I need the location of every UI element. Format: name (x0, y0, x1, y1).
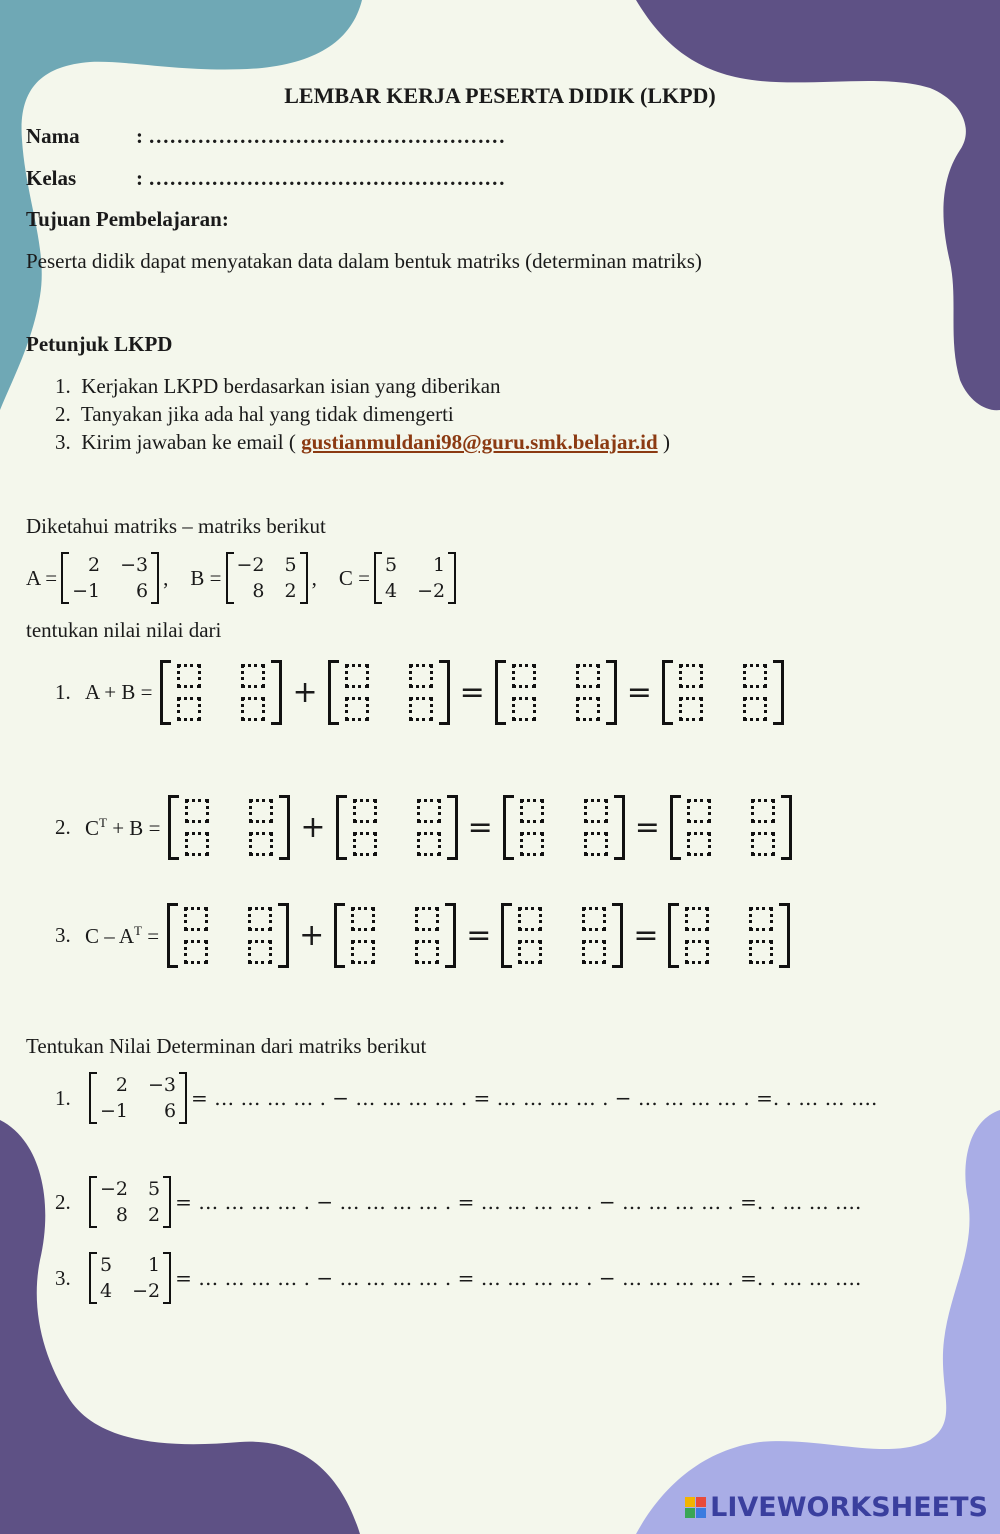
answer-box[interactable] (409, 664, 433, 688)
answer-box[interactable] (518, 940, 542, 964)
operation-3 (55, 903, 794, 968)
matrix-cell: 4 (100, 1280, 113, 1302)
petunjuk-num: 1. (55, 374, 71, 398)
item-num: 3. (55, 923, 71, 947)
matrix-a-label: A = (26, 565, 58, 590)
petunjuk-heading: Petunjuk LKPD (26, 332, 173, 356)
answer-box[interactable] (743, 664, 767, 688)
determinant-2 (55, 1176, 861, 1228)
answer-box[interactable] (415, 907, 439, 931)
kelas-row (26, 166, 505, 191)
nama-field[interactable]: : …………………………………………… (136, 124, 506, 148)
answer-box[interactable] (576, 697, 600, 721)
det-answer-expression[interactable]: = … … … … . − … … … … . = … … … … . − … … … … . =. . … … …. (175, 1266, 862, 1290)
answer-box[interactable] (177, 664, 201, 688)
answer-box[interactable] (353, 799, 377, 823)
operation-label: A + B = (85, 680, 153, 704)
item-num: 2. (55, 1189, 71, 1214)
plus-sign: + (299, 918, 325, 953)
answer-matrix (167, 903, 289, 968)
determinant-1 (55, 1072, 877, 1124)
kelas-label: Kelas (26, 166, 77, 190)
answer-box[interactable] (512, 697, 536, 721)
equals-sign: = (466, 918, 492, 953)
petunjuk-item-1 (55, 374, 501, 399)
det-heading: Tentukan Nilai Determinan dari matriks berikut (26, 1034, 427, 1058)
given-matrices (26, 552, 460, 604)
answer-box[interactable] (584, 799, 608, 823)
answer-matrix (495, 660, 617, 725)
answer-box[interactable] (685, 940, 709, 964)
answer-box[interactable] (409, 697, 433, 721)
kelas-field[interactable]: : …………………………………………… (136, 166, 506, 190)
matrix-cell: 5 (148, 1178, 161, 1200)
det-answer-expression[interactable]: = … … … … . − … … … … . = … … … … . − … … … … . =. . … … …. (175, 1190, 862, 1214)
tujuan-heading: Tujuan Pembelajaran: (26, 207, 229, 231)
answer-matrix (668, 903, 790, 968)
matrix-cell: 5 (384, 554, 398, 576)
answer-matrix (328, 660, 450, 725)
matrix-cell: −1 (100, 1100, 129, 1122)
answer-box[interactable] (417, 832, 441, 856)
operation-2 (55, 795, 796, 860)
matrix-cell: 5 (100, 1254, 113, 1276)
petunjuk-item-3 (55, 430, 670, 455)
matrix-sep: , (163, 565, 169, 590)
answer-box[interactable] (351, 907, 375, 931)
answer-box[interactable] (345, 664, 369, 688)
answer-box[interactable] (576, 664, 600, 688)
item-num: 1. (55, 680, 71, 704)
answer-matrix (670, 795, 792, 860)
answer-box[interactable] (520, 832, 544, 856)
answer-box[interactable] (351, 940, 375, 964)
answer-box[interactable] (417, 799, 441, 823)
matrix-cell: 1 (432, 554, 446, 576)
operation-label: C – $A^T$ = (85, 922, 160, 948)
petunjuk-item-2 (55, 402, 454, 427)
answer-matrix (503, 795, 625, 860)
matrix-cell: 5 (284, 554, 297, 576)
equals-sign: = (633, 918, 659, 953)
matrix-a (61, 552, 159, 604)
answer-matrix (336, 795, 458, 860)
matrix-cell: 2 (148, 1204, 161, 1226)
answer-box[interactable] (241, 664, 265, 688)
ops-intro: tentukan nilai nilai dari (26, 618, 222, 642)
answer-box[interactable] (679, 697, 703, 721)
answer-matrix (501, 903, 623, 968)
item-num: 3. (55, 1265, 71, 1290)
answer-matrix (662, 660, 784, 725)
petunjuk-text: Kirim jawaban ke email ( (81, 430, 302, 454)
answer-matrix (160, 660, 282, 725)
answer-box[interactable] (751, 832, 775, 856)
matrix-c-label: C = (338, 565, 370, 590)
det-matrix (89, 1176, 171, 1228)
answer-box[interactable] (249, 799, 273, 823)
matrix-cell: 8 (115, 1204, 129, 1226)
answer-box[interactable] (749, 907, 773, 931)
matrix-cell: 6 (163, 1100, 177, 1122)
matrix-cell: −2 (236, 554, 265, 576)
plus-sign: + (292, 675, 318, 710)
answer-box[interactable] (679, 664, 703, 688)
nama-label: Nama (26, 124, 80, 148)
answer-box[interactable] (185, 799, 209, 823)
answer-box[interactable] (512, 664, 536, 688)
matrix-cell: −1 (72, 580, 101, 602)
answer-box[interactable] (687, 832, 711, 856)
answer-box[interactable] (345, 697, 369, 721)
answer-box[interactable] (249, 832, 273, 856)
equals-sign: = (467, 810, 493, 845)
answer-box[interactable] (749, 940, 773, 964)
answer-box[interactable] (184, 940, 208, 964)
petunjuk-text-after: ) (657, 430, 670, 454)
operation-label: $C^T + B$ = (85, 814, 161, 840)
matrix-b (226, 552, 308, 604)
answer-box[interactable] (685, 907, 709, 931)
page-title: LEMBAR KERJA PESERTA DIDIK (LKPD) (284, 83, 716, 108)
answer-box[interactable] (582, 940, 606, 964)
answer-box[interactable] (248, 940, 272, 964)
determinant-3 (55, 1252, 861, 1304)
answer-box[interactable] (248, 907, 272, 931)
matrix-cell: 2 (284, 580, 297, 602)
answer-box[interactable] (584, 832, 608, 856)
answer-box[interactable] (520, 799, 544, 823)
matrix-cell: 8 (252, 580, 265, 602)
item-num: 1. (55, 1085, 71, 1110)
answer-matrix (334, 903, 456, 968)
matrix-cell: 6 (136, 580, 149, 602)
matrix-cell: 2 (115, 1074, 129, 1096)
answer-matrix (168, 795, 290, 860)
tujuan-text: Peserta didik dapat menyatakan data dalam bentuk matriks (determinan matriks) (26, 249, 702, 273)
answer-box[interactable] (518, 907, 542, 931)
det-matrix (89, 1252, 171, 1304)
petunjuk-text: Tanyakan jika ada hal yang tidak dimengerti (80, 402, 454, 426)
matrix-cell: −2 (132, 1280, 161, 1302)
matrix-b-label: B = (190, 565, 222, 590)
petunjuk-text: Kerjakan LKPD berdasarkan isian yang diberikan (81, 374, 501, 398)
answer-box[interactable] (751, 799, 775, 823)
matrix-cell: −3 (148, 1074, 177, 1096)
matrix-cell: 4 (384, 580, 398, 602)
plus-sign: + (300, 810, 326, 845)
answer-box[interactable] (184, 907, 208, 931)
petunjuk-num: 3. (55, 430, 71, 454)
email-link[interactable]: gustianmuldani98@guru.smk.belajar.id (301, 430, 658, 454)
answer-box[interactable] (185, 832, 209, 856)
det-answer-expression[interactable]: = … … … … . − … … … … . = … … … … . − … … … … . =. . … … …. (191, 1086, 878, 1110)
answer-box[interactable] (582, 907, 606, 931)
equals-sign: = (634, 810, 660, 845)
liveworksheets-logo[interactable] (685, 1492, 988, 1523)
item-num: 2. (55, 815, 71, 839)
matrix-cell: −2 (100, 1178, 129, 1200)
logo-icon (685, 1497, 706, 1518)
det-matrix (89, 1072, 187, 1124)
answer-box[interactable] (241, 697, 265, 721)
answer-box[interactable] (687, 799, 711, 823)
matrix-cell: −3 (120, 554, 149, 576)
nama-row (26, 124, 505, 149)
answer-box[interactable] (353, 832, 377, 856)
operation-1 (55, 660, 788, 725)
matrix-c (374, 552, 456, 604)
answer-box[interactable] (177, 697, 201, 721)
equals-sign: = (626, 675, 652, 710)
matrix-sep: , (311, 565, 317, 590)
answer-box[interactable] (743, 697, 767, 721)
answer-box[interactable] (415, 940, 439, 964)
matrix-cell: 2 (88, 554, 101, 576)
logo-text: LIVEWORKSHEETS (710, 1492, 988, 1523)
matrices-intro: Diketahui matriks – matriks berikut (26, 514, 326, 538)
equals-sign: = (459, 675, 485, 710)
matrix-cell: 1 (148, 1254, 161, 1276)
matrix-cell: −2 (417, 580, 446, 602)
petunjuk-num: 2. (55, 402, 71, 426)
